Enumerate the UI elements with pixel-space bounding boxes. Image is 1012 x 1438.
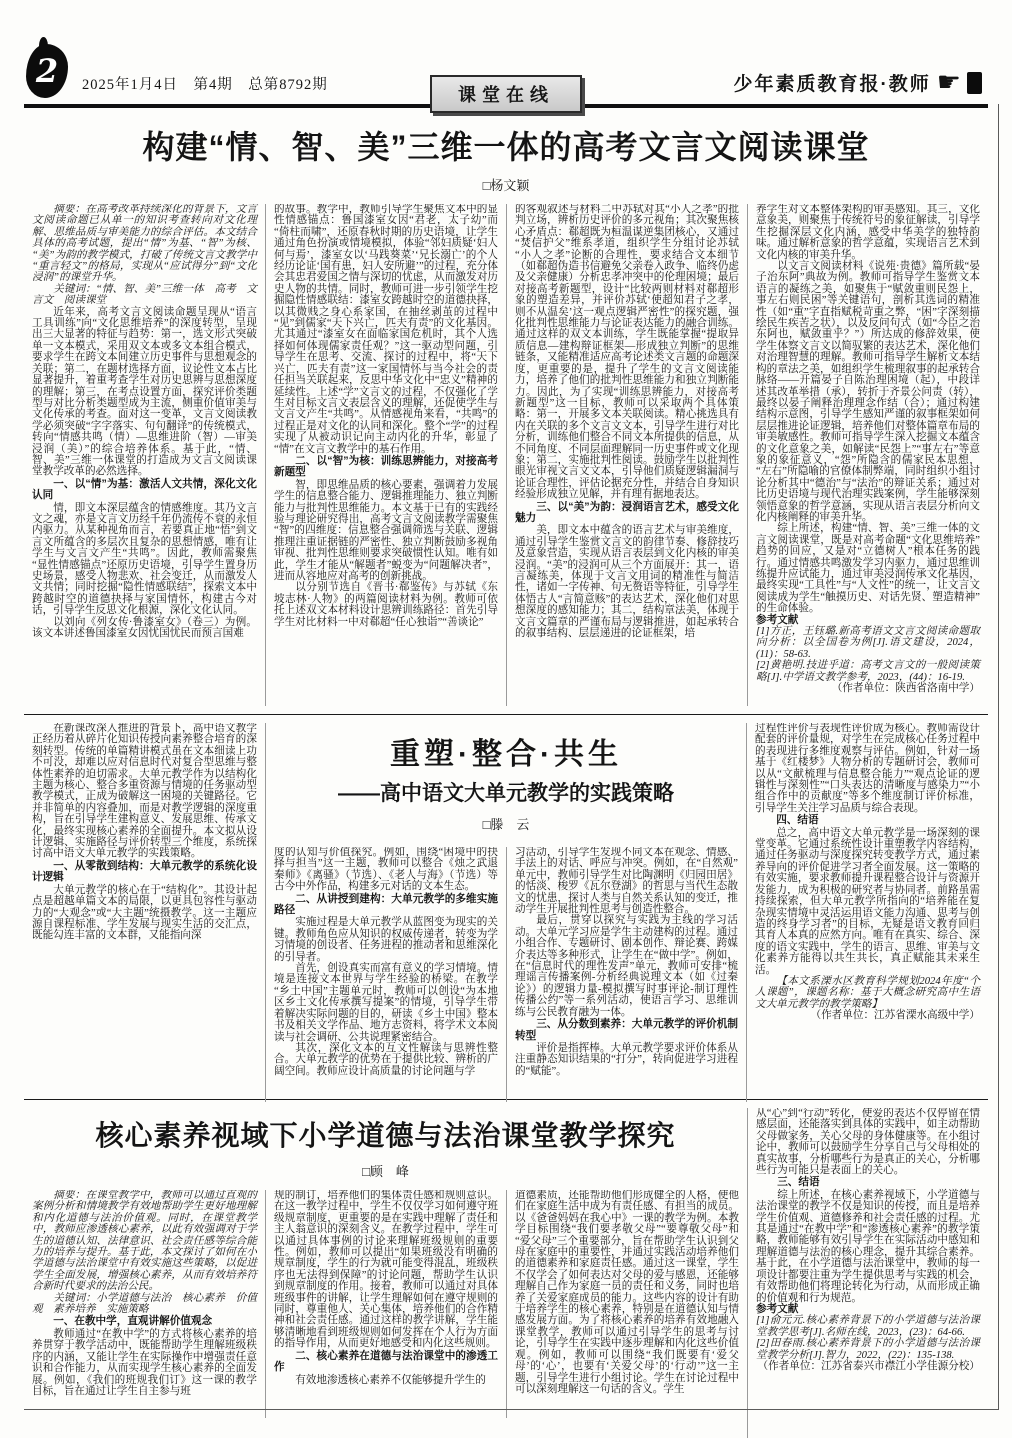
paragraph: （作者单位：陕西省洛南中学）	[831, 683, 980, 695]
article-2-column-4	[747, 723, 988, 1102]
paragraph: [1]方正，王钰璐.新高考语文文言文阅读命题取向分析：以全国卷为例[J].语文建设，2024，(11)：58-63.	[756, 626, 980, 660]
paragraph: 大单元教学的核心在于“结构化”。其设计起点是超越单篇文本的局限，以更具包容性与驱动力的“大观念”或“大主题”统摄教学。这一主题应源自课程标准、学生发展与现实生活的交汇点，既能勾连丰富的文本群，又能指向深	[32, 884, 257, 942]
section-heading: 一、从零散到结构：大单元教学的系统化设计逻辑	[32, 859, 257, 884]
paragraph: 教师通过“在教中学”的方式将核心素养的培养贯穿于教学活动中，既能帮助学生理解班级秩序的内涵，又能让学生在实际操作中增强责任意识和合作能力，从而实现学生核心素养的全面发展。例如，《我们的班规我们订》这一课的教学目标，旨在通过让学生自主参与班	[32, 1328, 257, 1397]
page-header	[24, 40, 988, 108]
date-line: 2025年1月4日 第4期 总第8792期	[82, 77, 328, 93]
paragraph: 美，即文本中蕴含的语言艺术与审美维度，通过引导学生鉴赏文言文的韵律节奏、修辞技巧及意象营造，实现从语言表层到文化内核的审美浸润。“美”的浸润可从三个方面展开：其一，语言凝练美，体现于文言文用词的精准性与简洁性，诸如一字传神、句无赘语等特征，引导学生体悟古人“言简意赅”的表达艺术，深化他们对思想深度的感知能力；其二，结构章法美，体现于文言文篇章的严谨布局与逻辑推进，如起承转合的叙事结构、层层递进的论证框架，培	[515, 525, 739, 640]
article-2-grid	[24, 723, 988, 1091]
paragraph: 的客观叙述与材料二中苏轼对其“小人之孝”的批判立场，辨析历史评价的多元视角；其次聚焦核心矛盾点：郗超既为桓温谋逆集团核心，又通过“焚信护父”维系孝道，组织学生分组讨论苏轼“小人之孝”论断的合理性，要求结合文本细节（如郗超伪造书信避免父亲卷入政争、临终仍虑及父亲健康）分析忠孝冲突中的伦理困境；最后对接高考新题型，设计“比较两则材料对郗超形象的塑造差异，并评价苏轼‘使超知君子之孝，则不从温矣’这一观点逻辑严密性”的探究题，强化批判性思维能力与论证表达能力的融合训练。通过这样的双文本训练，学生既能掌握“提取异质信息—建构辩证框架—形成独立判断”的思维链条，又能精准适应高考论述类文言题的命题深度，更重要的是，提升了学生的文言文阅读能力，培养了他们的批判性思维能力和独立判断能力。因此，为了实现“训练思辨能力，对接高考新题型”这一目标，教师可以采取两个具体策略：第一，开展多文本关联阅读。精心挑选具有内在关联的多个文言文文本，引导学生进行对比分析，训练他们整合不同文本所提供的信息，从不同角度、不同层面理解同一历史事件或文化现象；第二，实施批判性阅读。鼓励学生以批判性眼光审视文言文文本，引导他们质疑逻辑漏洞与论证合理性，评估论据充分性，并结合自身知识经验形成独立见解，并有理有据地表达。	[515, 204, 739, 501]
pointing-hand-icon: ☛	[936, 67, 961, 97]
article-2	[24, 723, 988, 1091]
article-3-byline: □顾 峰	[362, 1164, 409, 1179]
article-1-column-3	[506, 204, 747, 706]
paragraph: （作者单位：江苏省溧水高级中学）	[810, 1010, 980, 1022]
paragraph: 的故事。教学中，教师引导学生聚焦文本中的显性情感锚点：鲁国漆室女因“君老，太子幼”而“倚柱而啸”，还原春秋时期的历史语境，让学生通过角色扮演或情境模拟，体验“邻妇质疑‘妇人何与焉’，漆室女以‘马践葵菜’‘兄长溺亡’的个人经历论证‘国有患，妇人安所避’”的过程，充分体会其忠君爱国之情与深切的忧虑，从而激发对历史人物的共情。同时，教师可进一步引领学生挖掘隐性情感联结：漆室女跨越时空的道德抉择，以其微贱之身心系家国，在抽丝剥茧的过程中“见”到儒家“天下兴亡，匹夫有责”的文化基因。尤其通过“漆室女在面临家国危机时，其个人选择如何体现儒家责任观？”这一驱动型问题，引导学生在思考、交流、探讨的过程中，将“天下兴亡，匹夫有责”这一家国情怀与当今社会的责任担当关联起来，反思中华文化中“忠义”精神的延续性。上述“学”文言文的过程，不仅强化了学生对目标文言文表层含义的理解，还促使学生与文言文产生“共鸣”。从情感视角来看，“共鸣”的过程正是对文化的认同和深化。整个“学”的过程实现了从被动识记向主动内化的升华，彰显了“情”在文言文教学中的基石作用。	[274, 204, 498, 455]
paragraph: 在新课改深入推进的背景下，高中语文教学正经历着从碎片化知识传授向素养整合培育的深刻转型。传统的单篇精讲模式虽在文本细读上功不可没，却难以应对信息时代对复合型思维与整体性素养的迫切需求。大单元教学作为以结构化主题为核心、整合多重资源与情境的任务驱动型教学模式，正成为破解这一困境的关键路径。它并非简单的内容叠加，而是对教学逻辑的深度重构，旨在引导学生建构意义、发展思维、传承文化，最终实现核心素养的全面提升。本文拟从设计逻辑、实施路径与评价转型三个维度，系统探讨高中语文大单元教学的实践策略。	[32, 723, 257, 860]
paragraph: （作者单位：江苏省泰兴市襟江小学佳源分校）	[757, 1360, 980, 1372]
article-2-middle	[265, 723, 747, 1102]
page-number: 2	[35, 52, 59, 90]
article-1-column-4	[747, 204, 988, 706]
article-1	[24, 122, 988, 706]
section-heading: 三、结语	[777, 1176, 820, 1189]
paragraph: 规的制订，培养他们的集体责任感和规则意识。在这一教学过程中，学生不仅仅学习如何遵守班级规章制度，更重要的是在实践中理解了责任和主人翁意识的深刻含义。在教学过程中，学生可以通过具体事例的讨论来理解班级规则的重要性。例如，教师可以提出“如果班级没有明确的规章制度，学生的行为就可能变得混乱，班级秩序也无法得到保障”的讨论问题，帮助学生认识到规章制度的作用。接着，教师可以通过对具体班级事件的讲解，让学生理解如何在遵守规则的同时，尊重他人、关心集体，培养他们的合作精神和社会责任感。通过这样的教学讲解，学生能够清晰地看到班级规则如何发挥在个人行为方面的指导作用，从而更好地感受和内化这些规则。	[274, 1190, 498, 1350]
paragraph: 【本文系溧水区教育科学规划2024年度“个人课题”，课题名称：基于大概念研究高中生语文大单元教学的教学策略】	[755, 975, 980, 1010]
paragraph: 以分别节选自《晋书·郗鉴传》与苏轼《东坡志林·人物》的两篇阅读材料为例。教师可依托上述双文本材料设计思辨训练路径：首先引导学生对比材料一中对郗超“任心独诣”“善谈论”	[274, 582, 498, 628]
article-2-header	[266, 723, 746, 847]
article-1-columns	[24, 204, 988, 706]
article-3-column-2	[265, 1190, 506, 1418]
article-3-column-1	[24, 1190, 265, 1418]
article-3-column-4	[747, 1108, 988, 1438]
article-3	[24, 1108, 988, 1438]
header-right	[733, 69, 982, 96]
masthead-title: 少年素质教育报·教师	[733, 74, 931, 95]
section-heading: 一、在教中学，直观讲解价值观念	[53, 1315, 213, 1328]
section-heading: 二、从讲授到建构：大单元教学的多维实施路径	[274, 892, 498, 917]
article-divider-1	[24, 714, 988, 715]
article-1-column-1	[24, 204, 265, 706]
paragraph: [2]黄艳明.技进乎道：高考文言文的一般阅读策略[J].中学语文教学参考，2023，(44)：16-19.	[756, 660, 980, 683]
paragraph: 摘要：在高考改革持续深化的背景下，文言文阅读命题已从单一的知识考查转向对文化理解、思维品质与审美能力的综合评估。本文结合具体的高考试题，提出“情”为基、“智”为核、“美”为韵的教学模式，打破了传统文言文教学中“重言轻文”的格局，实现从“应试得分”到“文化浸润”的课堂升华。	[32, 204, 257, 284]
column-banner: 课堂在线	[430, 75, 582, 113]
section-heading: 二、核心素养在道德与法治课堂中的渗透工作	[274, 1349, 498, 1374]
paragraph: 道德素质，还能帮助他们形成健全的人格，使他们在家庭生活中成为有责任感、有担当的成员。以《爸爸妈妈在我心中》一课的教学为例。本教学目标围绕“我们要孝敬父母”“要尊敬父母”和“爱父母”三个重要部分，旨在帮助学生认识到父母在家庭中的重要性，并通过实践活动培养他们的道德素养和家庭责任感。通过这一课堂，学生不仅学会了如何表达对父母的爱与感恩，还能够理解自己作为家庭一员的责任和义务，同时也培养了关爱家庭成员的能力。这些内容的设计有助于培养学生的核心素养，特别是在道德认知与情感发展方面。为了将核心素养的培养有效地融入课堂教学，教师可以通过引导学生的思考与讨论，引导学生在实践中逐步理解和内化这些价值观。例如，教师可以围绕“我们既要有‘爱父母’的‘心’，也要有‘关爱父母’的‘行动’”这一主题，引导学生进行小组讨论。学生在讨论过程中可以深刻理解这一句话的含义。学生	[515, 1190, 739, 1395]
header-left	[26, 44, 328, 98]
section-heading: 一、以“情”为基：激活人文共情，深化文化认同	[32, 477, 257, 502]
paragraph: 参考文献	[756, 613, 799, 626]
article-2-subtitle: ——高中语文大单元教学的实践策略	[338, 782, 674, 805]
page-frame-bottom	[24, 1409, 999, 1410]
section-heading: 二、以“智”为核：训练思辨能力，对接高考新题型	[274, 454, 498, 479]
article-1-title: 构建“情、智、美”三维一体的高考文言文阅读课堂	[142, 129, 870, 165]
paragraph: 情，即文本深层蕴含的情感维度。其乃文言文之魂，亦是文言文历经千年仍流传不衰的永恒内驱力。从某种视角而言，若要真正地“悟”到文言文所蕴含的多层次且复杂的思想情感，唯有让学生与文言文产生“共鸣”。因此，教师需聚焦“显性情感锚点”还原历史语境，引导学生置身历史场景，感受人物悲欢、社会变迁，从而激发人文共情；同时挖掘“隐性情感联结”，探索文本中跨越时空的道德抉择与家国情怀，构建古今对话，引导学生反思文化根源，深化文化认同。	[32, 502, 257, 617]
paragraph: 以刘向《列女传·鲁漆室女》（卷三）为例。该文本讲述鲁国漆室女因忧国忧民而预言国难	[32, 616, 257, 640]
paragraph: 综上所述，构建“情、智、美”三维一体的文言文阅读课堂，既是对高考命题“文化思维培养”趋势的回应，又是对“立德树人”根本任务的践行。通过情感共鸣激发学习内驱力，通过思维训练提升应试能力，通过审美浸润传承文化基因，最终实现“工具性”与“人文性”的统一，让文言文阅读成为学生“触摸历史、对话先贤、塑造精神”的生命体验。	[756, 523, 980, 615]
article-2-byline: □滕 云	[482, 817, 530, 832]
paragraph: 养学生对文本整体架构的审美感知。其三，文化意象美，则聚焦于传统符号的象征解读，引导学生挖掘深层文化内涵，感受中华美学的独特韵味。通过解析意象的哲学意蕴，实现语言艺术到文化内核的审美升华。	[756, 204, 980, 261]
paragraph: [2]田春雨.核心素养背景下的小学道德与法治课堂教学分析[J].智力，2022，(22)：135-138.	[756, 1338, 980, 1361]
paragraph: 摘要：在课堂教学中，教师可以通过直观的案例分析和情境教学有效地帮助学生更好地理解和内化道德与法治价值观。同时，在课堂教学中，教师应渗透核心素养，以此有效强调对于学生的道德认知、法律意识、社会责任感等综合能力的培养与提升。基于此，本文探讨了如何在小学道德与法治课堂中有效实施这些策略，以促进学生全面发展，增强核心素养，从而有效培养符合新时代要求的法治公民。	[32, 1190, 257, 1293]
article-2-title: 重塑·整合·共生	[390, 738, 622, 771]
article-1-column-2	[265, 204, 506, 706]
paragraph: 综上所述，在核心素养视域下，小学道德与法治课堂的教学不仅是知识的传授，而且是培养学生价值观、道德修养和社会责任感的过程。尤其是通过“在教中学”和“渗透核心素养”的教学策略，教师能够有效引导学生在实际活动中感知和理解道德与法治的核心理念，提升其综合素养。基于此，在小学道德与法治课堂中，教师的每一项设计都要注重为学生提供思考与实践的机会，有效帮助他们将理论转化为行动，从而形成正确的价值观和行为规范。	[756, 1189, 980, 1304]
section-heading: 三、从分数到素养：大单元教学的评价机制转型	[515, 1018, 738, 1042]
article-3-column-3	[506, 1190, 747, 1418]
paragraph: 近年来，高考文言文阅读命题呈现从“语言工具训练”向“文化思维培养”的深度转型，呈现出三大显著的特征与趋势：第一，选文形式突破单一文本模式，采用双文本或多文本组合模式，要求学生在跨文本间建立历史事件与思想观念的关联；第二，在题材选择方面，议论性文本占比显著提升，着重考查学生对历史思辨与思想深度的理解；第三，在考点设置方面，探究评价类题型与对比分析类题型成为主流，侧重价值审美与文化传承的考查。面对这一变革，文言文阅读教学必须突破“字字落实、句句翻译”的传统模式，转向“情感共鸣（情）—思维进阶（智）—审美浸润（美）”的综合培养体系。基于此，“情、智、美”三维一体课堂的打造成为文言文阅读课堂教学改革的必然选择。	[32, 306, 257, 478]
paragraph: 关键词：“情、智、美”三维一体 高考 文言文 阅读课堂	[32, 283, 257, 307]
paragraph: 关键词：小学道德与法治 核心素养 价值观 素养培养 实施策略	[32, 1292, 257, 1316]
paragraph: 过程性评价与表现性评价成为核心。教师需设计配套的评价量规，对学生在完成核心任务过程中的表现进行多维度观察与评估。例如，针对一场基于《红楼梦》人物分析的专题研讨会，教师可以从“文献梳理与信息整合能力”“观点论证的逻辑性与深刻性”“口头表达的清晰度与感染力”“小组合作中的贡献度”等多个维度制订评价标准，引导学生关注学习品质与综合表现。	[755, 723, 980, 814]
article-3-left	[24, 1108, 747, 1438]
paragraph: 总之，高中语文大单元教学是一场深刻的课堂变革。它通过系统性设计重塑教学内容结构，通过任务驱动与深度探究转变教学方式，通过素养导向的评价促进学习者全面发展。这一策略的有效实施，要求教师提升课程整合设计与资源开发能力，成为积极的研究者与协同者。前路虽需持续探索，但大单元教学所指向的“培养能在复杂现实情境中灵活运用语文能力沟通、思考与创造的终身学习者”的目标，无疑是语文教育回归其育人本真的应然方向。唯有在真实、综合、深度的语文实践中，学生的语言、思维、审美与文化素养方能得以共生共长，真正赋能其未来生活。	[755, 827, 980, 976]
section-heading: 三、以“美”为韵：浸润语言艺术，感受文化魅力	[515, 500, 739, 524]
paragraph: 度的认知与价值探究。例如，围绕“困境中的抉择与担当”这一主题，教师可以整合《烛之武退秦师》《离骚》（节选）、《老人与海》（节选）等古今中外作品，构建多元对话的文本生态。	[274, 847, 498, 893]
article-3-columns	[24, 1190, 747, 1418]
article-2-column-2	[266, 847, 506, 1102]
paragraph: 以文言文阅读材料《说苑·贵德》篇所载“晏子治东阿”典故为例。教师可指导学生鉴赏文本语言的凝练之美，如聚焦于“赋敛重则民怨上，事左右则民困”等关键语句，剖析其选词的精准性（如“重”字直指赋税苛重之弊，“困”字深刻描绘民生疾苦之状），以及反问句式（如“今臣之治东阿也，赋敛重乎？”）所达成的修辞效果，使学生体察文言文以简驭繁的表达艺术，深化他们对治理智慧的理解。教师可指导学生解析文本结构的章法之美，如组织学生梳理叙事的起承转合脉络——开篇晏子自陈治理困境（起），中段详述其改革举措（承），转折于齐景公问责（转），最终以晏子阐释治理理念作结（合）；通过构建结构示意图，引导学生感知严谨的叙事框架如何层层推进论证逻辑，培养他们对整体篇章布局的审美敏感性。教师可指导学生深入挖掘文本蕴含的文化意象之美，如解读“民怨上”“事左右”等意象的象征意义，“怨”所隐含的儒家民本思想，“左右”所隐喻的官僚体制弊端，同时组织小组讨论分析其中“德治”与“法治”的辩证关系；通过对比历史语境与现代治理实践案例，学生能够深刻领悟意象的哲学意涵，实现从语言表层分析向文化内核阐释的审美升华。	[756, 261, 980, 523]
paragraph: 最后，贯穿以探究与实践为主线的学习活动。大单元学习应是学生主动建构的过程。通过小组合作、专题研讨、剧本创作、辩论赛、跨媒介表达等多种形式，让学生在“做中学”。例如，在“信息时代的理性发声”单元，教师可安排“梳理谣言传播案例-分析经典说理文本（如《过秦论》）的逻辑力量-模拟撰写时事评论-制订理性传播公约”等一系列活动，使语言学习、思维训练与公民教育融为一体。	[515, 915, 738, 1018]
paragraph: 评价是指挥棒。大单元教学要求评价体系从注重静态知识结果的“打分”，转向促进学习进程的“赋能”。	[515, 1042, 738, 1077]
section-heading: 四、结语	[776, 814, 819, 827]
paragraph: 智，即思维品质的核心要素，强调着力发展学生的信息整合能力、逻辑推理能力、独立判断能力与批判性思维能力。本文基于已有的实践经验与理论研究得出，高考文言文阅读教学需聚焦“智”的四维度：信息整合强调筛选与关联、逻辑推理注重证据链的严密性、独立判断鼓励多视角审视、批判性思维则要求突破惯性认知。唯有如此，学生才能从“解题者”蜕变为“问题解决者”，进而从容地应对高考的创新挑战。	[274, 479, 498, 582]
paragraph: 从“心”到“行动”转化，使爱的表达不仅停留在情感层面，还能落实到具体的实践中，如主动帮助父母做家务，关心父母的身体健康等。在小组讨论中，教师可以鼓励学生分享自己与父母相处的真实故事，分析哪些行为是真正的关心，分析哪些行为可能只是表面上的关心。	[756, 1108, 980, 1177]
article-2-column-3	[506, 847, 746, 1102]
article-2-column-1	[24, 723, 265, 1102]
paragraph: 其次，深化文本的互文性解读与思辨性整合。大单元教学的优势在于提供比较、辨析的广阔空间。教师应设计高质量的讨论问题与学	[274, 1042, 498, 1077]
article-3-title: 核心素养视域下小学道德与法治课堂教学探究	[95, 1120, 676, 1151]
article-3-grid	[24, 1108, 988, 1438]
article-2-middle-columns	[266, 847, 746, 1102]
paragraph: [1]俞元元.核心素养背景下的小学道德与法治课堂教学思考[J].名师在线，2023，(23)：64-66.	[756, 1315, 980, 1338]
paragraph: 习活动，引导学生发现不同文本在观念、情感、手法上的对话、呼应与冲突。例如，在“自然观”单元中，教师引导学生对比陶渊明《归园田居》的恬淡、梭罗《瓦尔登湖》的哲思与当代生态散文的忧患，探讨人类与自然关系认知的变迁，推动学生开展批判性思考与创造性整合。	[515, 847, 738, 916]
paragraph: 参考文献	[756, 1302, 799, 1315]
article-1-byline: □杨文颖	[482, 178, 530, 193]
paragraph: 首先，创设真实而富有意义的学习情境。情境是连接文本世界与学生经验的桥梁。在教学“乡土中国”主题单元时，教师可以创设“为本地区乡土文化传承撰写提案”的情境，引导学生带着解决实际问题的目的，研读《乡土中国》整本书及相关文学作品、地方志资料，将学术文本阅读与社会调研、公共说理紧密结合。	[274, 963, 498, 1043]
hand-box-icon	[967, 72, 982, 94]
paragraph: 实施过程是大单元教学从蓝图变为现实的关键。教师角色应从知识的权威传递者，转变为学习情境的创设者、任务进程的推动者和思维深化的引导者。	[274, 917, 498, 963]
page-frame-right	[998, 104, 999, 1410]
paragraph: 有效地渗透核心素养不仅能够提升学生的	[295, 1374, 486, 1386]
page-number-badge	[26, 44, 68, 98]
